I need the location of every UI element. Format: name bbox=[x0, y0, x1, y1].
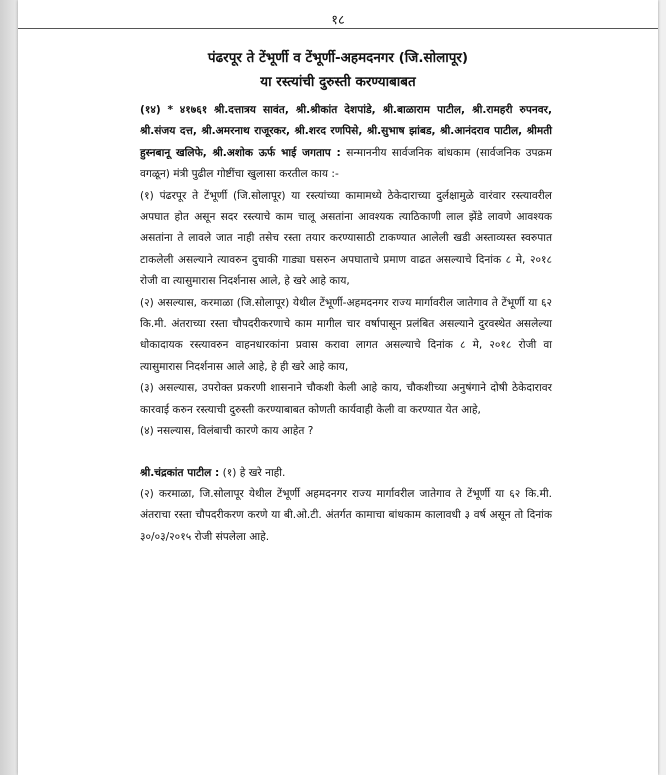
question-addressed-to: सन्माननीय सार्वजनिक बांधकाम (सार्वजनिक उपक्रम वगळून) मंत्री पुढील गोष्टींचा खुलासा करतील काय :- bbox=[140, 146, 552, 181]
answer-intro bbox=[140, 463, 552, 484]
question-number: (१४) bbox=[140, 104, 161, 116]
question-answer-body bbox=[140, 100, 552, 548]
section-gap bbox=[140, 443, 552, 463]
header-rule bbox=[18, 28, 658, 29]
question-id: ४१७६१ bbox=[179, 104, 208, 116]
title-line-2: या रस्त्यांची दुरुस्ती करण्याबाबत bbox=[260, 74, 416, 90]
question-part-3: (३) असल्यास, उपरोक्त प्रकरणी शासनाने चौकशी केली आहे काय, चौकशीच्या अनुषंगाने दोषी ठेकेदारावर कारवाई करुन रस्त्याची दुरुस्ती करण्याबाबत कोणती कार्यवाही केली वा करण्यात येत आहे, bbox=[140, 382, 552, 416]
viewer-left-margin bbox=[0, 0, 18, 775]
question-part-2: (२) असल्यास, करमाळा (जि.सोलापूर) येथील टेंभूर्णी-अहमदनगर राज्य मार्गावरील जातेगाव ते टेंभूर्णी या ६२ कि.मी. अंतराच्या रस्ता चौपदरीकरणाचे काम मागील चार वर्षापासून प्रलंबित असल्याने दुरवस्थेत असलेल्या धोकादायक रस्त्यावरुन वाहनधारकांना प्रवास करावा लागत असल्याचे दिनांक ८ मे, २०१८ रोजी वा त्यासुमारास निदर्शनास आले आहे, हे ही खरे आहे काय, bbox=[140, 296, 552, 373]
page-number: १८ bbox=[331, 13, 345, 28]
question-part-1: (१) पंढरपूर ते टेंभूर्णी (जि.सोलापूर) या रस्त्यांच्या कामामध्ये ठेकेदाराच्या दुर्लक्षामुळे वारंवार रस्त्यावरील अपघात होत असून सदर रस्त्याचे काम चालू असतांना आवश्यक त्याठिकाणी लाल झेंडे लावणे आवश्यक असतांना ते लावले जात नाही तसेच रस्ता तयार करण्यासाठी टाकण्यात आलेली खडी अस्ताव्यस्त स्वरुपात टाकलेली असल्याने त्यावरुन दुचाकी गाड्या घसरुन अपघाताचे प्रमाण वाढत असल्याचे दिनांक ८ मे, २०१८ रोजी वा त्यासुमारास निदर्शनास आले, हे खरे आहे काय, bbox=[140, 189, 552, 288]
answer-part-2: (२) करमाळा, जि.सोलापूर येथील टेंभूर्णी अहमदनगर राज्य मार्गावरील जातेगाव ते टेंभूर्णी या ६२ कि.मी. अंतराचा रस्ता चौपदरीकरण करणे या बी.ओ.टी. अंतर्गत कामाचा बांधकाम कालावधी ३ वर्ष असून तो दिनांक ३०/०३/२०१५ रोजी संपलेला आहे. bbox=[140, 487, 552, 543]
answer-minister: श्री.चंद्रकांत पाटील : bbox=[140, 466, 220, 479]
title-line-1: पंढरपूर ते टेंभूर्णी व टेंभूर्णी-अहमदनगर (जि.सोलापूर) bbox=[207, 50, 469, 66]
answer-part-1: (१) हे खरे नाही. bbox=[222, 466, 286, 479]
question-header bbox=[140, 100, 552, 186]
question-part-4: (४) नसल्यास, विलंबाची कारणे काय आहेत ? bbox=[140, 425, 314, 438]
question-askers: श्री.दत्तात्रय सावंत, श्री.श्रीकांत देशपांडे, श्री.बाळाराम पाटील, श्री.रामहरी रुपनवर, श्री.संजय दत्त, श्री.अमरनाथ राजूरकर, श्री.शरद रणपिसे, श्री.सुभाष झांबड, श्री.आनंदराव पाटील, श्रीमती हुस्नबानू खलिफे, श्री.अशोक ऊर्फ भाई जगताप : bbox=[140, 104, 552, 159]
document-page bbox=[18, 0, 658, 775]
document-title bbox=[18, 46, 658, 94]
starred-mark: * bbox=[167, 104, 173, 116]
